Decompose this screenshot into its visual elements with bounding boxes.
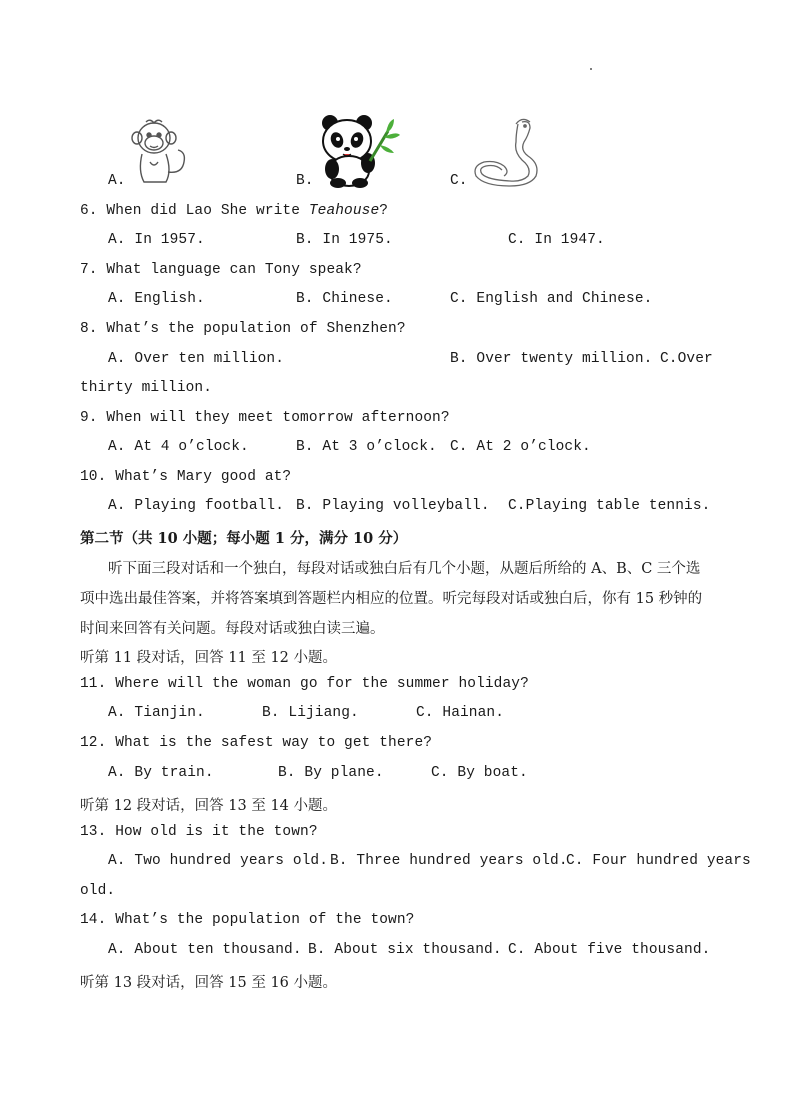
q11-option-b: B. Lijiang. xyxy=(262,705,359,721)
q9-option-c: C. At 2 o’clock. xyxy=(450,439,591,455)
snake-icon xyxy=(470,116,550,194)
monkey-icon xyxy=(130,116,200,192)
dialog-13-instruction: 听第 13 段对话，回答 15 至 16 小题。 xyxy=(80,975,338,991)
q14-option-c: C. About five thousand. xyxy=(508,942,711,958)
q6-option-a: A. In 1957. xyxy=(108,232,205,248)
q8-option-c-start: C.Over xyxy=(660,351,713,367)
q11-option-a: A. Tianjin. xyxy=(108,705,205,721)
q14-option-b: B. About six thousand. xyxy=(308,942,502,958)
instructions-line-2: 项中选出最佳答案，并将答案填到答题栏内相应的位置。听完每段对话或独白后，你有 15 秒钟的 xyxy=(80,591,703,607)
q8-option-c-end: thirty million. xyxy=(80,380,213,396)
q13-option-a: A. Two hundred years old. xyxy=(108,853,329,869)
q8-option-a: A. Over ten million. xyxy=(108,351,285,367)
instructions-line-3: 时间来回答有关问题。每段对话或独白读三遍。 xyxy=(80,621,385,637)
q14-option-a: A. About ten thousand. xyxy=(108,942,302,958)
q13-question: 13. How old is it the town? xyxy=(80,824,318,840)
q10-option-b: B. Playing volleyball. xyxy=(296,498,490,514)
dialog-11-instruction: 听第 11 段对话，回答 11 至 12 小题。 xyxy=(80,650,338,666)
q7-option-a: A. English. xyxy=(108,291,205,307)
q10-question: 10. What’s Mary good at? xyxy=(80,469,292,485)
q7-option-c: C. English and Chinese. xyxy=(450,291,653,307)
q9-option-b: B. At 3 o’clock. xyxy=(296,439,437,455)
q7-question: 7. What language can Tony speak? xyxy=(80,262,362,278)
q5-option-b-label: B. xyxy=(296,173,314,189)
q7-option-b: B. Chinese. xyxy=(296,291,393,307)
q11-question: 11. Where will the woman go for the summer holiday? xyxy=(80,676,529,692)
q13-option-c-end: old. xyxy=(80,883,116,899)
q13-option-b: B. Three hundred years old. xyxy=(330,853,568,869)
q10-option-a: A. Playing football. xyxy=(108,498,285,514)
q11-option-c: C. Hainan. xyxy=(416,705,505,721)
q13-option-c-start: C. Four hundred years xyxy=(566,853,751,869)
q12-option-a: A. By train. xyxy=(108,765,214,781)
instructions-line-1: 听下面三段对话和一个独白，每段对话或独白后有几个小题，从题后所给的 A、B、C 三个选 xyxy=(108,561,701,577)
q9-question: 9. When will they meet tomorrow afternoon? xyxy=(80,410,450,426)
q8-question: 8. What’s the population of Shenzhen? xyxy=(80,321,406,337)
q6-title: Teahouse xyxy=(308,203,380,219)
q12-option-b: B. By plane. xyxy=(278,765,384,781)
q6-question: 6. When did Lao She write Teahouse? xyxy=(80,203,389,219)
section-heading: 第二节（共 10 小题；每小题 1 分，满分 10 分） xyxy=(80,530,408,547)
q5-option-a-label: A. xyxy=(108,173,126,189)
stray-dot xyxy=(590,68,592,70)
q8-option-b: B. Over twenty million. xyxy=(450,351,653,367)
q6-option-c: C. In 1947. xyxy=(508,232,605,248)
panda-icon xyxy=(318,113,406,193)
q10-option-c: C.Playing table tennis. xyxy=(508,498,711,514)
q12-option-c: C. By boat. xyxy=(431,765,528,781)
q12-question: 12. What is the safest way to get there? xyxy=(80,735,433,751)
q5-option-c-label: C. xyxy=(450,173,468,189)
q6-option-b: B. In 1975. xyxy=(296,232,393,248)
q14-question: 14. What’s the population of the town? xyxy=(80,912,415,928)
q9-option-a: A. At 4 o’clock. xyxy=(108,439,249,455)
dialog-12-instruction: 听第 12 段对话，回答 13 至 14 小题。 xyxy=(80,798,338,814)
